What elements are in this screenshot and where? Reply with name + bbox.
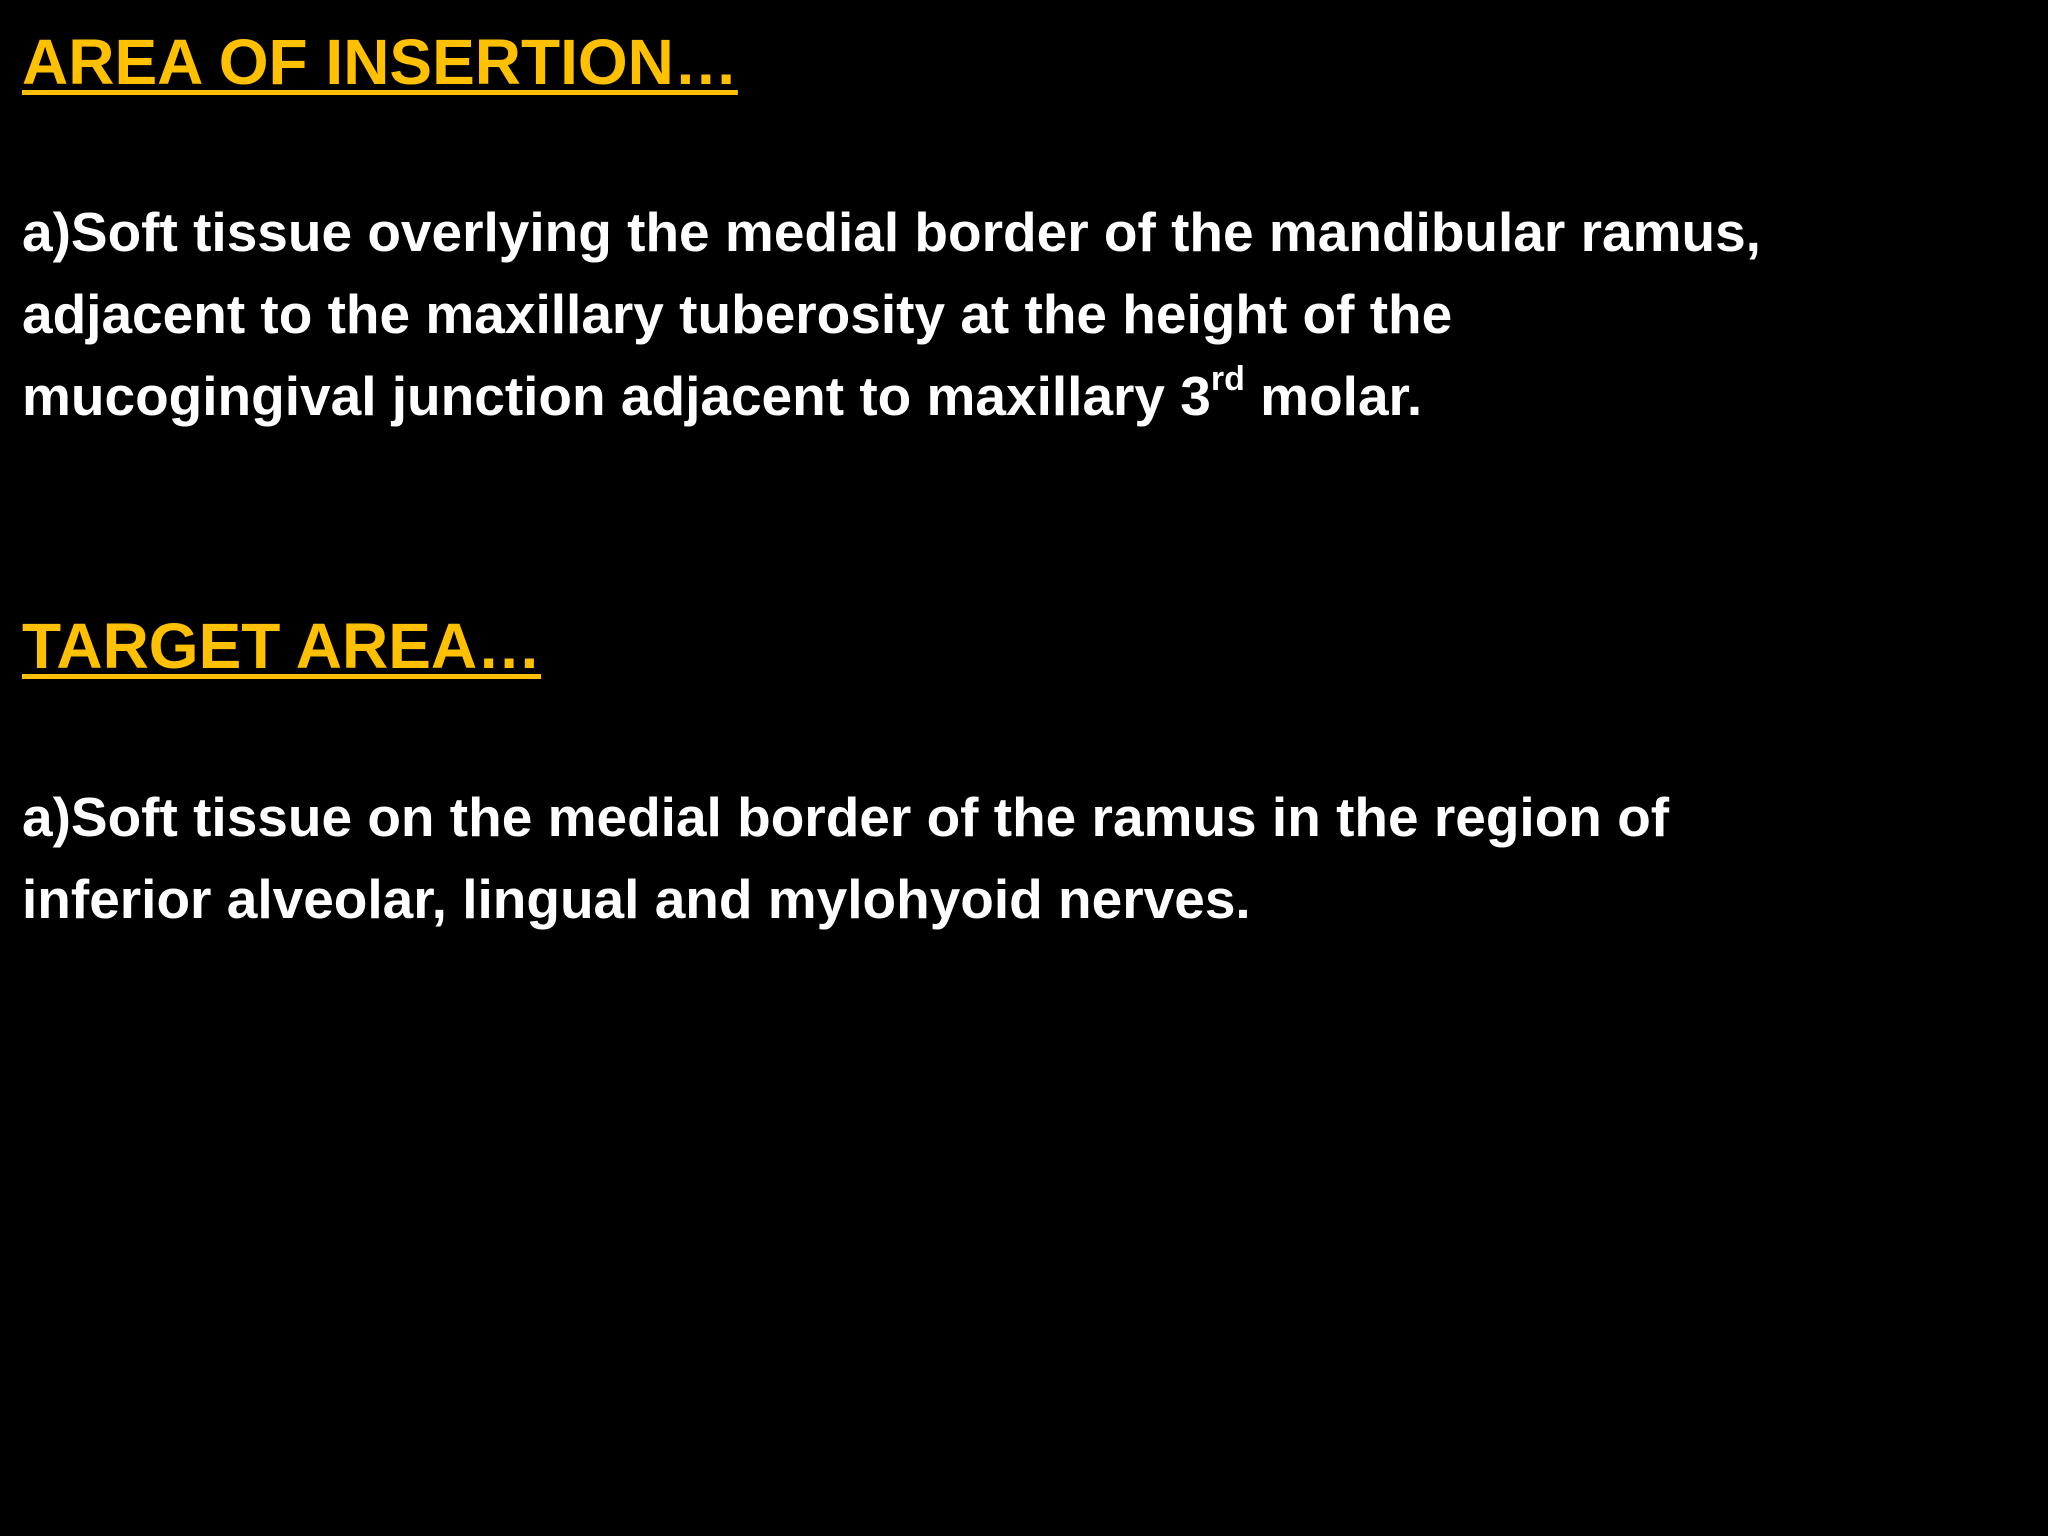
text-line: a)Soft tissue overlying the medial border of the mandibular ramus, <box>22 201 1761 263</box>
target-area-text <box>22 776 1669 940</box>
ordinal-superscript: rd <box>1210 359 1245 398</box>
section-heading-target-area: TARGET AREA… <box>22 610 542 682</box>
text-line: a)Soft tissue on the medial border of the ramus in the region of <box>22 786 1670 848</box>
text-line-start: mucogingival junction adjacent to maxillary 3 <box>22 365 1211 427</box>
text-line <box>22 355 1761 437</box>
text-line: inferior alveolar, lingual and mylohyoid nerves. <box>22 868 1251 930</box>
section-heading-area-of-insertion: AREA OF INSERTION… <box>22 26 738 98</box>
text-line-end: molar. <box>1244 365 1423 427</box>
area-of-insertion-text <box>22 191 1761 437</box>
text-line: adjacent to the maxillary tuberosity at the height of the <box>22 283 1453 345</box>
